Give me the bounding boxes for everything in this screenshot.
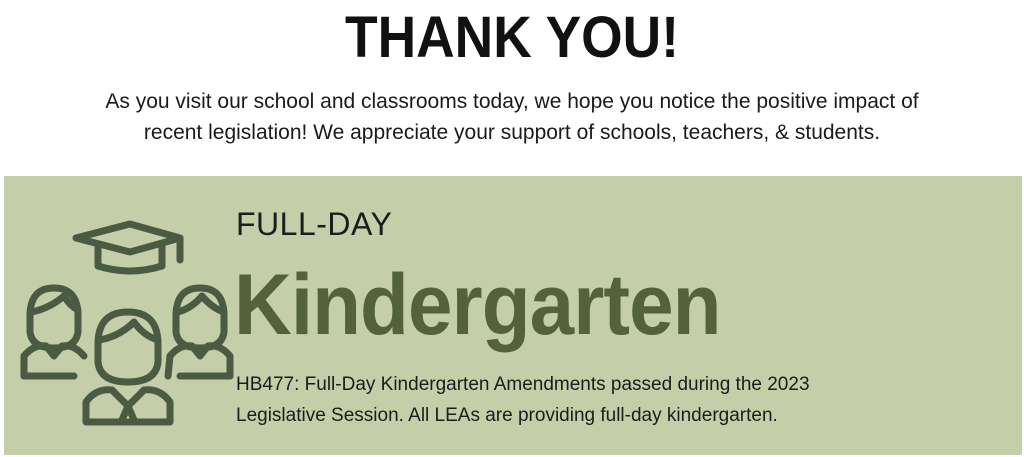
- description-line-1: HB477: Full-Day Kindergarten Amendments passed during the 2023: [236, 374, 810, 395]
- intro-line-1: As you visit our school and classrooms today, we hope you notice the positive impact of: [105, 90, 919, 113]
- kindergarten-panel: [4, 176, 1022, 455]
- graduation-students-icon: [20, 216, 234, 430]
- description-line-2: Legislative Session. All LEAs are providing full-day kindergarten.: [236, 405, 778, 426]
- kicker-text: FULL-DAY: [236, 206, 393, 242]
- description-text: [236, 369, 810, 431]
- intro-line-2: recent legislation! We appreciate your support of schools, teachers, & students.: [143, 121, 881, 144]
- headline-text: Kindergarten: [234, 257, 721, 353]
- intro-text: [0, 86, 1024, 148]
- page-title: THANK YOU!: [344, 5, 679, 70]
